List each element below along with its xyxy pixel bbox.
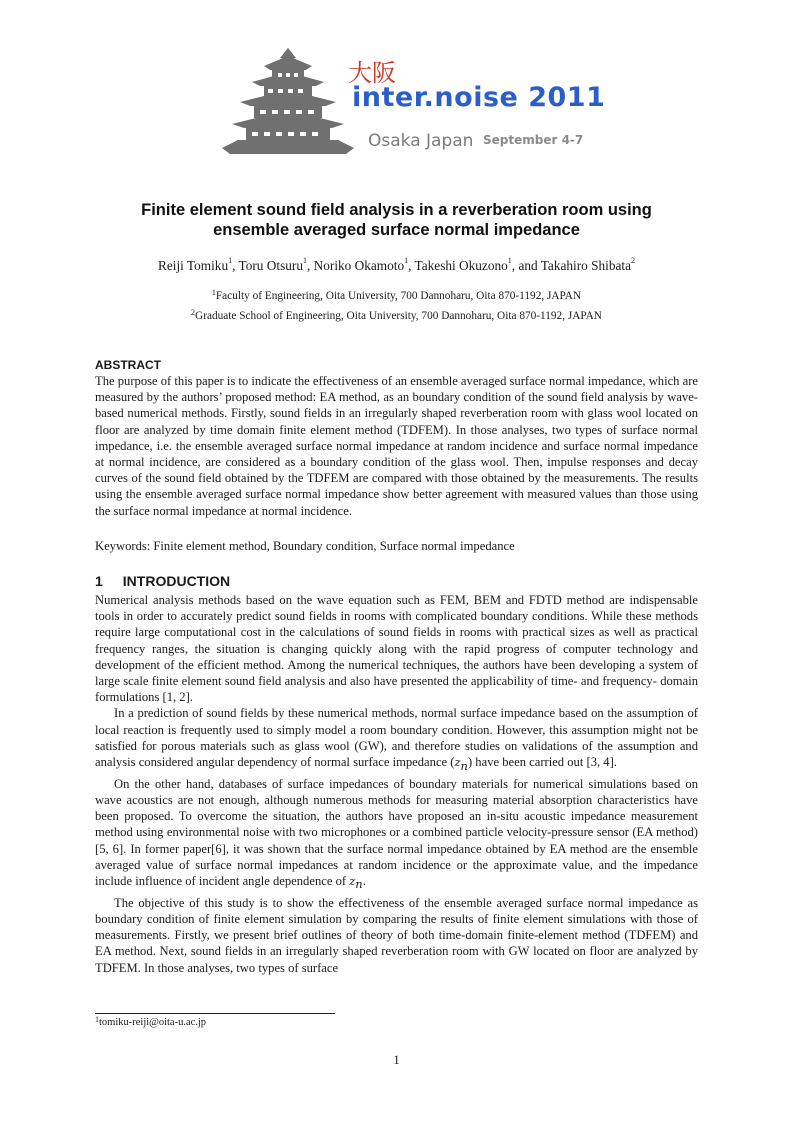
- paragraph-text: On the other hand, databases of surface impedances of boundary materials for numerical simulations based on wave acoustics are not enough, although numerous methods for measuring material absorption characteristics have been proposed. To overcome the situation, the authors have proposed an in-situ acoustic impedance measurement method using environmental noise with two microphones or a combined particle velocity-pressure sensor (EA method) [5, 6]. In former paper[6], it was shown that the surface normal impedance obtained by EA method are the ensemble averaged value of surface normal impedances at random incidence or the approximate value, and the impedance include influence of incident angle dependence of: [95, 776, 698, 888]
- footnote-mark: 1: [95, 1015, 99, 1024]
- footnote-divider: [95, 1013, 335, 1014]
- conference-name: inter.noise 2011: [352, 82, 606, 113]
- pagoda-logo-icon: [218, 44, 358, 162]
- author-affiliation-mark: 2: [631, 256, 635, 265]
- affiliation-2: [60, 310, 733, 322]
- paragraph: Numerical analysis methods based on the wave equation such as FEM, BEM and FDTD method are indispensable tools in order to accurately predict sound fields in rooms with complicated boundary conditions. While these methods require large computational cost in the calculations of sound fields in rooms with practical sizes as well as practical frequency ranges, the situation is changing quickly along with the rapid progress of computer technology and development of the efficient method. Among the numerical techniques, the authors have been developing a system of large scale finite element sound field analysis and also have presented the applicability of time- and frequency- domain formulations [1, 2].: [95, 593, 698, 705]
- paper-title: [80, 200, 713, 240]
- conference-place: Osaka Japan: [368, 131, 474, 151]
- math-variable: z: [454, 755, 461, 770]
- section-title: INTRODUCTION: [122, 573, 231, 589]
- introduction-body: [95, 592, 698, 976]
- author-name: Toru Otsuru: [238, 258, 303, 273]
- author-list: Reiji Tomiku$^1$, Toru Otsuru$^1$, Noriko Okamoto$^1$, Takeshi Okuzono$^1$, and Takahiro Shibata$^2$: [157, 256, 635, 273]
- paragraph: [95, 705, 698, 775]
- conference-dates: September 4-7: [483, 133, 584, 147]
- affiliation-text: Graduate School of Engineering, Oita University, 700 Dannoharu, Oita 870-1192, JAPAN: [195, 310, 602, 322]
- keywords: Keywords: Finite element method, Boundary condition, Surface normal impedance: [95, 539, 515, 553]
- abstract-text: The purpose of this paper is to indicate the effectiveness of an ensemble averaged surface normal impedance, which are measured by the authors’ proposed method: EA method, as an boundary condition of the sound field analysis by wave-based numerical methods. Firstly, sound fields in an irregularly shaped reverberation room with glass wool located on floor are analyzed by time domain finite element method (TDFEM). In those analyses, two types of surface normal impedance, i.e. the ensemble averaged surface normal impedance at random incidence and surface normal impedance at normal incidence, are considered as a boundary condition of the glass wool. Then, impulse responses and decay curves of the sound field obtained by the TDFEM are compared with those obtained by the measurements. The results using the ensemble averaged surface normal impedance show better agreement with measured values than those using the surface normal impedance at normal incidence.: [95, 374, 698, 518]
- math-variable: z: [349, 873, 356, 888]
- section-number: 1: [95, 573, 103, 589]
- author-affiliation-mark: 1: [228, 256, 233, 265]
- paragraph-text: In a prediction of sound fields by these numerical methods, normal surface impedance based on the assumption of local reaction is frequently used to simply model a room boundary condition. However, this assumption might not be satisfied for porous materials such as glass wool (GW), and therefore studies on validations of the assumption and analysis considered angular dependency of normal surface impedance (: [95, 706, 698, 770]
- author-name: and Takahiro Shibata: [518, 258, 631, 273]
- section-heading-introduction: [95, 573, 230, 589]
- author-affiliation-mark: 1: [302, 256, 307, 265]
- footnote-text: tomiku-reiji@oita-u.ac.jp: [99, 1017, 207, 1028]
- affiliation-mark: 1: [211, 288, 216, 297]
- affiliation-1: [60, 290, 733, 302]
- author-name: Reiji Tomiku: [157, 258, 229, 273]
- paragraph-text: ) have been carried out [3, 4].: [467, 755, 617, 770]
- author-name: Takeshi Okuzono: [414, 258, 508, 273]
- title-line-1: Finite element sound field analysis in a reverberation room using: [141, 201, 652, 219]
- author-affiliation-mark: 1: [507, 256, 512, 265]
- paragraph: [95, 776, 698, 895]
- abstract-heading: ABSTRACT: [95, 358, 161, 372]
- math-subscript: n: [460, 758, 468, 773]
- title-line-2: ensemble averaged surface normal impedance: [213, 221, 580, 239]
- affiliation-mark: 2: [191, 308, 196, 317]
- math-subscript: n: [355, 877, 363, 892]
- author-affiliation-mark: 1: [404, 256, 409, 265]
- author-name: Noriko Okamoto: [313, 258, 405, 273]
- paragraph-text: .: [362, 873, 366, 888]
- affiliation-text: Faculty of Engineering, Oita University, 700 Dannoharu, Oita 870-1192, JAPAN: [215, 290, 582, 302]
- conference-kanji: 大阪: [348, 59, 396, 87]
- paragraph: The objective of this study is to show the effectiveness of the ensemble averaged surface normal impedance as boundary condition of finite element simulation by comparing the results of finite element simulations with those of measurements. Firstly, we present brief outlines of theory of both time-domain finite-element method (TDFEM) and EA method. Next, sound fields in an irregularly shaped reverberation room with GW located on floor are analyzed by TDFEM. In those analyses, two types of surface: [95, 895, 698, 975]
- footnote: [95, 1017, 206, 1028]
- page-number: 1: [393, 1053, 400, 1067]
